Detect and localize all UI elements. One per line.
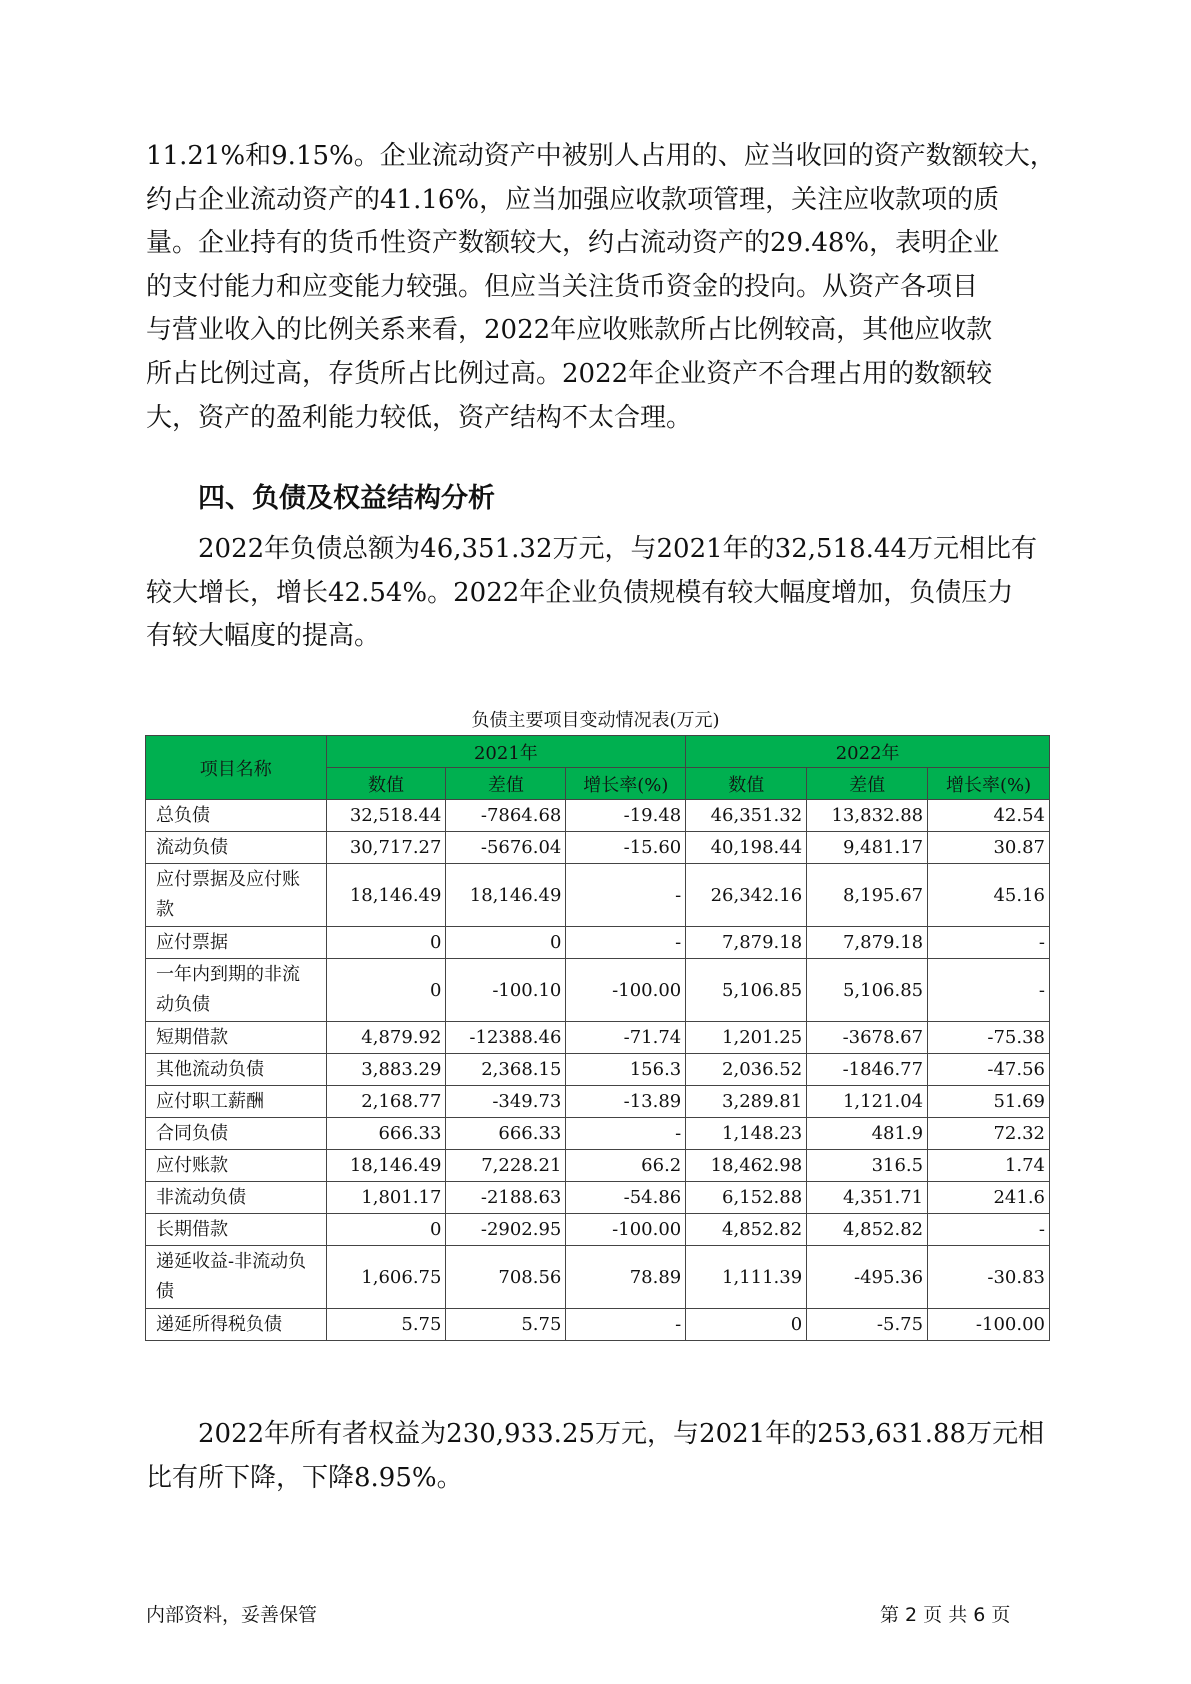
cell-value: - — [566, 1309, 686, 1341]
cell-value: 66.2 — [566, 1150, 686, 1182]
row-name-line: 递延收益-非流动负 — [156, 1251, 307, 1272]
cell-value: 72.32 — [928, 1118, 1050, 1150]
cell-value: 1,606.75 — [326, 1246, 446, 1309]
row-name-line: 款 — [156, 899, 174, 920]
cell-value: -19.48 — [566, 800, 686, 832]
table-row — [146, 927, 1050, 959]
table-row — [146, 800, 1050, 832]
row-name — [146, 959, 327, 1022]
table-row — [146, 864, 1050, 927]
cell-value: 1,801.17 — [326, 1182, 446, 1214]
cell-value: - — [928, 1214, 1050, 1246]
table-row — [146, 1214, 1050, 1246]
table-row — [146, 832, 1050, 864]
cell-value: -47.56 — [928, 1054, 1050, 1086]
cell-value: -100.00 — [928, 1309, 1050, 1341]
text-line: 有较大幅度的提高。 — [146, 621, 381, 652]
cell-value: 42.54 — [928, 800, 1050, 832]
cell-value: 708.56 — [446, 1246, 566, 1309]
subheader-growth-rate: 增长率(%) — [928, 768, 1050, 800]
cell-value: - — [566, 927, 686, 959]
cell-value: -1846.77 — [807, 1054, 928, 1086]
subheader-growth-rate: 增长率(%) — [566, 768, 686, 800]
cell-value: -30.83 — [928, 1246, 1050, 1309]
cell-value: 2,036.52 — [686, 1054, 807, 1086]
cell-value: -54.86 — [566, 1182, 686, 1214]
row-name: 应付账款 — [146, 1150, 327, 1182]
cell-value: -13.89 — [566, 1086, 686, 1118]
table-row — [146, 959, 1050, 1022]
cell-value: - — [928, 927, 1050, 959]
text-line: 与营业收入的比例关系来看，2022年应收账款所占比例较高，其他应收款 — [146, 315, 993, 346]
row-name-line: 动负债 — [156, 994, 210, 1015]
cell-value: 40,198.44 — [686, 832, 807, 864]
table-row — [146, 1246, 1050, 1309]
cell-value: 481.9 — [807, 1118, 928, 1150]
cell-value: 4,852.82 — [686, 1214, 807, 1246]
table-caption: 负债主要项目变动情况表(万元) — [471, 710, 720, 731]
cell-value: 0 — [446, 927, 566, 959]
row-name: 应付票据 — [146, 927, 327, 959]
text-line: 约占企业流动资产的41.16%，应当加强应收款项管理，关注应收款项的质 — [146, 184, 1000, 215]
cell-value: -5676.04 — [446, 832, 566, 864]
table-row — [146, 1150, 1050, 1182]
subheader-value: 数值 — [686, 768, 807, 800]
cell-value: 1,148.23 — [686, 1118, 807, 1150]
text-line: 大，资产的盈利能力较低，资产结构不太合理。 — [146, 402, 693, 433]
row-name-line: 债 — [156, 1281, 174, 1302]
cell-value: -3678.67 — [807, 1022, 928, 1054]
text-line: 较大增长，增长42.54%。2022年企业负债规模有较大幅度增加，负债压力 — [146, 577, 1014, 608]
cell-value: 5.75 — [446, 1309, 566, 1341]
subheader-difference: 差值 — [446, 768, 566, 800]
cell-value: 2,368.15 — [446, 1054, 566, 1086]
cell-value: 30,717.27 — [326, 832, 446, 864]
row-name: 非流动负债 — [146, 1182, 327, 1214]
row-name: 应付职工薪酬 — [146, 1086, 327, 1118]
cell-value: 7,228.21 — [446, 1150, 566, 1182]
table-row — [146, 1309, 1050, 1341]
row-name: 短期借款 — [146, 1022, 327, 1054]
footer-page-number: 第 2 页 共 6 页 — [880, 1604, 1011, 1626]
cell-value: 13,832.88 — [807, 800, 928, 832]
cell-value: -100.10 — [446, 959, 566, 1022]
cell-value: - — [566, 1118, 686, 1150]
cell-value: 4,852.82 — [807, 1214, 928, 1246]
cell-value: 8,195.67 — [807, 864, 928, 927]
cell-value: 45.16 — [928, 864, 1050, 927]
paragraph-liabilities — [146, 528, 1046, 659]
table-row — [146, 1118, 1050, 1150]
cell-value: 3,289.81 — [686, 1086, 807, 1118]
cell-value: 5.75 — [326, 1309, 446, 1341]
cell-value: 32,518.44 — [326, 800, 446, 832]
cell-value: 18,146.49 — [326, 864, 446, 927]
cell-value: 666.33 — [326, 1118, 446, 1150]
text-line: 11.21%和9.15%。企业流动资产中被别人占用的、应当收回的资产数额较大， — [146, 141, 1056, 171]
cell-value: 3,883.29 — [326, 1054, 446, 1086]
cell-value: 51.69 — [928, 1086, 1050, 1118]
row-name: 递延所得税负债 — [146, 1309, 327, 1341]
text-line: 所占比例过高，存货所占比例过高。2022年企业资产不合理占用的数额较 — [146, 358, 993, 389]
cell-value: 0 — [326, 959, 446, 1022]
cell-value: - — [566, 864, 686, 927]
cell-value: 0 — [326, 927, 446, 959]
cell-value: -495.36 — [807, 1246, 928, 1309]
footer-confidential-note: 内部资料，妥善保管 — [146, 1604, 318, 1626]
cell-value: 7,879.18 — [807, 927, 928, 959]
cell-value: -15.60 — [566, 832, 686, 864]
cell-value: -12388.46 — [446, 1022, 566, 1054]
cell-value: 4,879.92 — [326, 1022, 446, 1054]
cell-value: 7,879.18 — [686, 927, 807, 959]
cell-value: 1,201.25 — [686, 1022, 807, 1054]
cell-value: 6,152.88 — [686, 1182, 807, 1214]
cell-value: -7864.68 — [446, 800, 566, 832]
cell-value: 26,342.16 — [686, 864, 807, 927]
text-line: 量。企业持有的货币性资产数额较大，约占流动资产的29.48%，表明企业 — [146, 228, 1000, 259]
section-heading: 四、负债及权益结构分析 — [198, 483, 495, 514]
cell-value: -2902.95 — [446, 1214, 566, 1246]
cell-value: 1.74 — [928, 1150, 1050, 1182]
cell-value: 666.33 — [446, 1118, 566, 1150]
subheader-value: 数值 — [326, 768, 446, 800]
row-name — [146, 864, 327, 927]
cell-value: -71.74 — [566, 1022, 686, 1054]
header-year-2021: 2021年 — [326, 736, 686, 768]
paragraph-equity — [146, 1413, 1046, 1500]
cell-value: 0 — [686, 1309, 807, 1341]
cell-value: 78.89 — [566, 1246, 686, 1309]
cell-value: -100.00 — [566, 1214, 686, 1246]
cell-value: 156.3 — [566, 1054, 686, 1086]
cell-value: 0 — [326, 1214, 446, 1246]
cell-value: 241.6 — [928, 1182, 1050, 1214]
row-name: 总负债 — [146, 800, 327, 832]
cell-value: -75.38 — [928, 1022, 1050, 1054]
cell-value: 1,121.04 — [807, 1086, 928, 1118]
table-row — [146, 1182, 1050, 1214]
table-row — [146, 1054, 1050, 1086]
cell-value: 18,146.49 — [446, 864, 566, 927]
cell-value: 5,106.85 — [686, 959, 807, 1022]
paragraph-asset-analysis — [146, 135, 1056, 440]
cell-value: -100.00 — [566, 959, 686, 1022]
row-name-line: 应付票据及应付账 — [156, 869, 300, 890]
row-name: 其他流动负债 — [146, 1054, 327, 1086]
row-name — [146, 1246, 327, 1309]
cell-value: 2,168.77 — [326, 1086, 446, 1118]
cell-value: 9,481.17 — [807, 832, 928, 864]
cell-value: -5.75 — [807, 1309, 928, 1341]
text-line: 2022年负债总额为46,351.32万元，与2021年的32,518.44万元相比有 — [198, 534, 1037, 564]
liabilities-table — [145, 735, 1050, 1341]
cell-value: - — [928, 959, 1050, 1022]
cell-value: 18,146.49 — [326, 1150, 446, 1182]
cell-value: 1,111.39 — [686, 1246, 807, 1309]
header-year-2022: 2022年 — [686, 736, 1050, 768]
text-line: 的支付能力和应变能力较强。但应当关注货币资金的投向。从资产各项目 — [146, 271, 979, 302]
header-item-name: 项目名称 — [146, 736, 327, 800]
cell-value: 18,462.98 — [686, 1150, 807, 1182]
row-name: 长期借款 — [146, 1214, 327, 1246]
cell-value: -349.73 — [446, 1086, 566, 1118]
table-row — [146, 1086, 1050, 1118]
table-row — [146, 1022, 1050, 1054]
subheader-difference: 差值 — [807, 768, 928, 800]
row-name: 流动负债 — [146, 832, 327, 864]
row-name-line: 一年内到期的非流 — [156, 964, 300, 985]
cell-value: 30.87 — [928, 832, 1050, 864]
row-name: 合同负债 — [146, 1118, 327, 1150]
cell-value: 46,351.32 — [686, 800, 807, 832]
cell-value: 316.5 — [807, 1150, 928, 1182]
cell-value: 4,351.71 — [807, 1182, 928, 1214]
cell-value: -2188.63 — [446, 1182, 566, 1214]
cell-value: 5,106.85 — [807, 959, 928, 1022]
text-line: 2022年所有者权益为230,933.25万元，与2021年的253,631.88万元相 — [198, 1419, 1045, 1449]
text-line: 比有所下降，下降8.95%。 — [146, 1462, 463, 1493]
